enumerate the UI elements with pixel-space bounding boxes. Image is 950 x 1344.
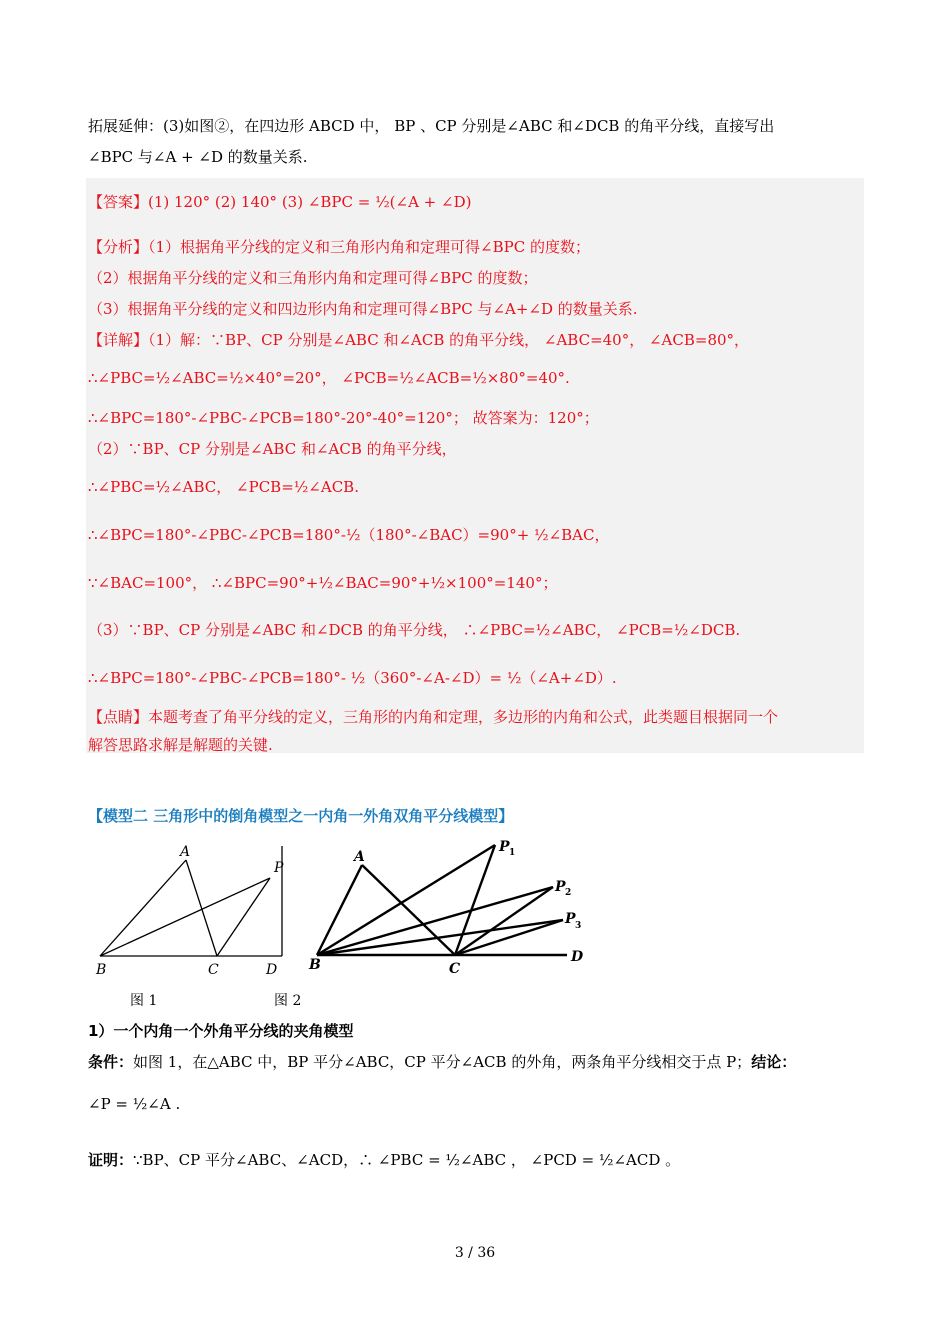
condition-label: 条件： — [88, 1053, 134, 1071]
section-1-heading: 1）一个内角一个外角平分线的夹角模型 — [88, 1022, 354, 1040]
fig1-label-p: P — [274, 860, 284, 876]
answer-line: 【答案】(1) 120° (2) 140° (3) ∠BPC = ½(∠A + ∠D) — [88, 193, 472, 211]
detail-line-9: ∴∠BPC=180°-∠PBC-∠PCB=180°- ½（360°-∠A-∠D）= ½（∠A+∠D）. — [88, 669, 617, 687]
comment-line-2: 解答思路求解是解题的关键. — [88, 736, 273, 754]
fig2-sub-2: 2 — [565, 888, 572, 898]
conclusion-formula: ∠P = ½∠A . — [88, 1095, 181, 1113]
detail-line-1: 【详解】（1）解：∵BP、CP 分别是∠ABC 和∠ACB 的角平分线， ∠ABC=40°， ∠ACB=80°， — [88, 331, 750, 349]
fig2-label-p1: P — [499, 839, 510, 855]
detail-line-3: ∴∠BPC=180°-∠PBC-∠PCB=180°-20°-40°=120°； 故答案为：120°； — [88, 409, 599, 427]
model-title: 【模型二 三角形中的倒角模型之一内角一外角双角平分线模型】 — [88, 807, 514, 825]
analysis-line-3: （3）根据角平分线的定义和四边形内角和定理可得∠BPC 与∠A+∠D 的数量关系. — [88, 300, 638, 318]
intro-line-1: 拓展延伸：(3)如图②，在四边形 ABCD 中， BP 、CP 分别是∠ABC 和∠DCB 的角平分线，直接写出 — [88, 117, 775, 135]
detail-line-4: （2）∵BP、CP 分别是∠ABC 和∠ACB 的角平分线， — [88, 440, 457, 458]
detail-line-7: ∵∠BAC=100°， ∴∠BPC=90°+½∠BAC=90°+½×100°=140°； — [88, 574, 558, 592]
fig1-label-b: B — [96, 962, 107, 978]
fig2-label-b: B — [309, 957, 321, 973]
proof-text: ∵BP、CP 平分∠ABC、∠ACD，∴ ∠PBC = ½∠ABC ， ∠PCD = ½∠ACD 。 — [133, 1151, 681, 1169]
page-number: 3 / 36 — [454, 1245, 496, 1261]
condition-text: 如图 1，在△ABC 中，BP 平分∠ABC，CP 平分∠ACB 的外角，两条角平分线相交于点 P； — [133, 1053, 752, 1071]
fig2-sub-3: 3 — [575, 921, 582, 931]
detail-line-6: ∴∠BPC=180°-∠PBC-∠PCB=180°-½（180°-∠BAC）=90°+ ½∠BAC， — [88, 526, 610, 544]
fig2-label-p3: P — [565, 911, 576, 927]
proof-label: 证明： — [88, 1151, 134, 1169]
fig2-label-a: A — [354, 849, 365, 865]
analysis-line-2: （2）根据角平分线的定义和三角形内角和定理可得∠BPC 的度数； — [88, 269, 538, 287]
fig1-label-a: A — [180, 844, 191, 860]
figure-1-caption: 图 1 — [130, 993, 158, 1009]
figure-1 — [90, 838, 290, 980]
fig1-label-c: C — [208, 962, 219, 978]
fig2-label-d: D — [571, 949, 584, 965]
fig2-sub-1: 1 — [509, 848, 516, 858]
figure-2 — [305, 835, 595, 980]
detail-line-5: ∴∠PBC=½∠ABC， ∠PCB=½∠ACB. — [88, 478, 359, 496]
analysis-line-1: 【分析】（1）根据角平分线的定义和三角形内角和定理可得∠BPC 的度数； — [88, 238, 590, 256]
fig2-label-c: C — [449, 961, 461, 977]
condition-line — [88, 1052, 796, 1072]
figure-2-caption: 图 2 — [274, 993, 302, 1009]
fig2-label-p2: P — [555, 879, 566, 895]
intro-line-2: ∠BPC 与∠A + ∠D 的数量关系. — [88, 148, 308, 166]
fig1-label-d: D — [266, 962, 278, 978]
answer-box — [86, 178, 864, 753]
detail-line-8: （3）∵BP、CP 分别是∠ABC 和∠DCB 的角平分线， ∴∠PBC=½∠ABC， ∠PCB=½∠DCB. — [88, 621, 741, 639]
conclusion-label: 结论： — [751, 1053, 797, 1071]
comment-line-1: 【点睛】本题考查了角平分线的定义，三角形的内角和定理，多边形的内角和公式，此类题目根据同一个 — [88, 708, 779, 726]
detail-line-2: ∴∠PBC=½∠ABC=½×40°=20°， ∠PCB=½∠ACB=½×80°=40°. — [88, 369, 570, 387]
proof-line — [88, 1150, 680, 1170]
